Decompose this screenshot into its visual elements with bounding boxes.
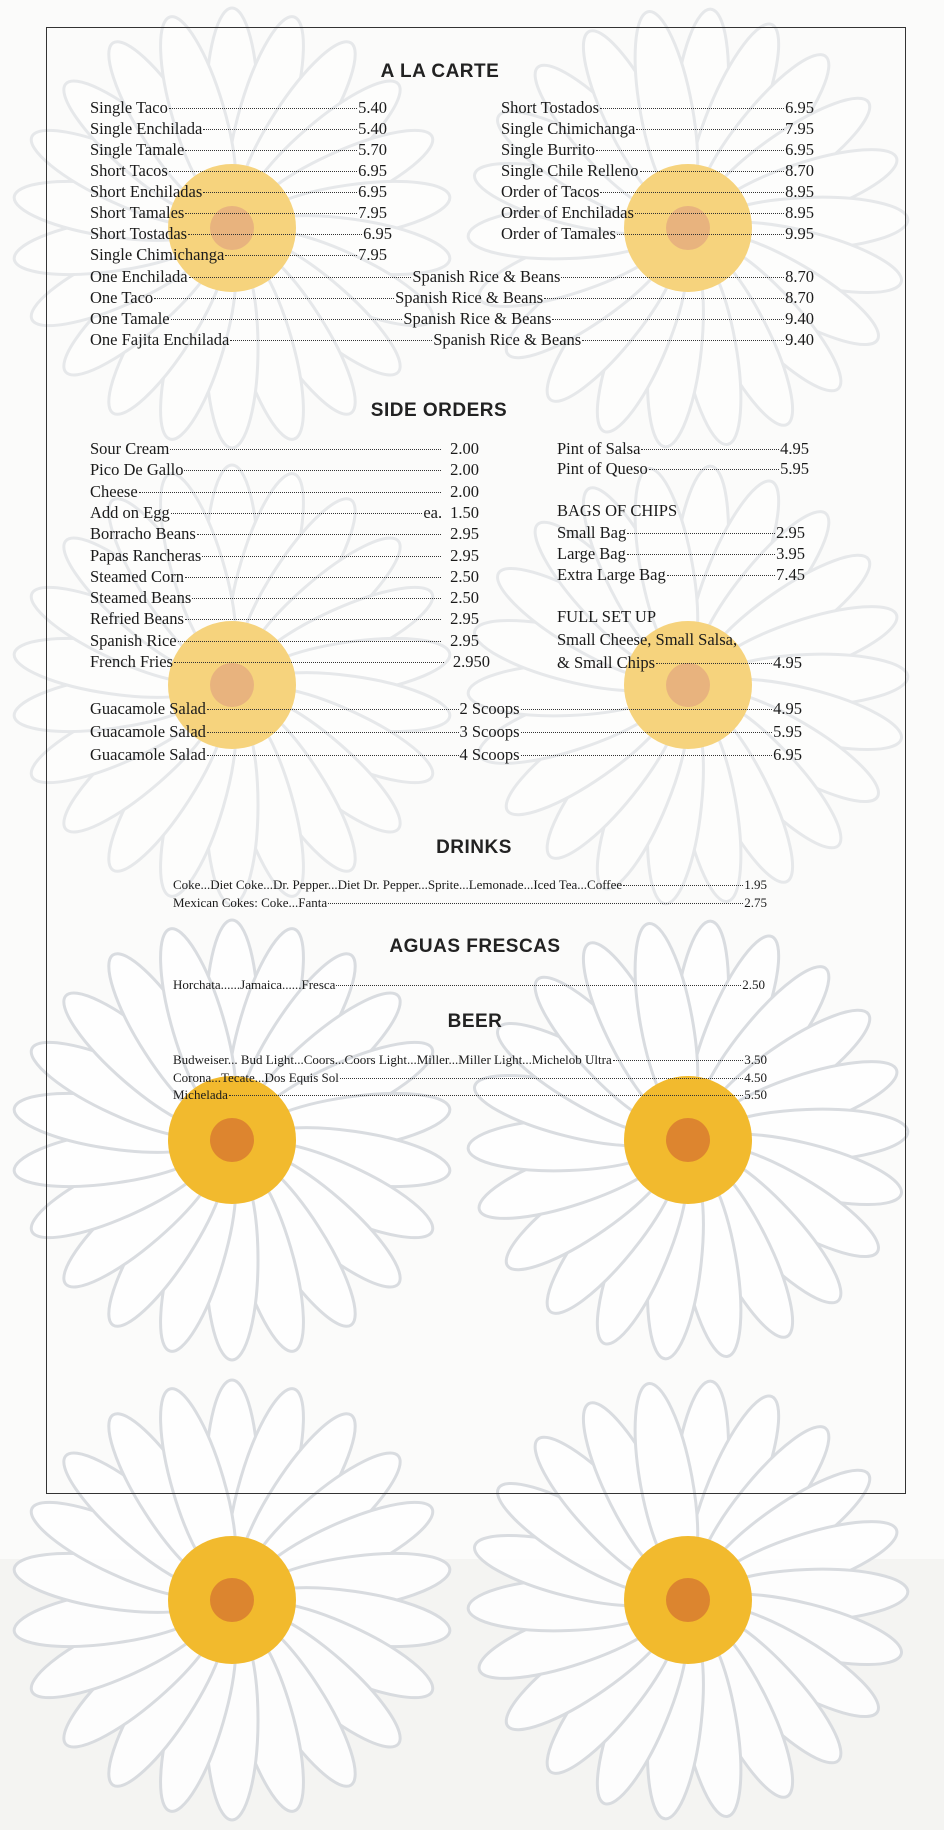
leader-dots <box>188 233 362 235</box>
a-la-carte-heading: A LA CARTE <box>380 61 500 82</box>
beer-line-1: Budweiser... Bud Light...Coors...Coors Light...Miller...Miller Light...Michelob Ultra <box>173 1052 612 1067</box>
full-set-up-heading: FULL SET UP <box>557 607 657 626</box>
leader-dots <box>171 318 403 320</box>
leader-dots <box>596 149 784 151</box>
item-name: Add on Egg <box>90 502 170 522</box>
item-unit: ea. <box>423 502 443 522</box>
item-price: 6.95 <box>358 161 387 180</box>
menu-item <box>90 97 387 118</box>
leader-dots <box>185 576 441 578</box>
chip-bag-item <box>557 522 805 543</box>
item-price: 2.50 <box>450 566 479 586</box>
leader-dots <box>154 297 394 299</box>
menu-item <box>90 223 392 244</box>
item-name: Steamed Beans <box>90 588 192 608</box>
combo-item <box>90 308 814 329</box>
item-price: 5.95 <box>780 459 809 478</box>
item-name: Sour Cream <box>90 439 170 458</box>
drinks-line-2: Mexican Cokes: Coke...Fanta <box>173 895 328 910</box>
guacamole-item <box>90 721 802 742</box>
item-price: 7.95 <box>785 119 814 138</box>
item-name: Short Tostados <box>501 98 600 117</box>
item-name: French Fries <box>90 652 173 671</box>
beer-row-2 <box>173 1069 767 1087</box>
item-name: One Tamale <box>90 309 170 328</box>
leader-dots <box>552 318 784 320</box>
leader-dots <box>627 532 775 534</box>
leader-dots <box>336 984 741 986</box>
item-price: 2.00 <box>450 460 479 480</box>
beer-price-1: 3.50 <box>744 1052 767 1067</box>
item-price: 7.95 <box>358 203 387 222</box>
item-price: 2.00 <box>450 439 479 458</box>
item-name: Order of Tacos <box>501 182 600 201</box>
side-order-item <box>557 458 809 479</box>
leader-dots <box>229 1094 743 1096</box>
aguas-frescas-heading: AGUAS FRESCAS <box>389 936 561 957</box>
leader-dots <box>169 170 357 172</box>
leader-dots <box>174 661 444 663</box>
leader-dots <box>178 640 442 642</box>
leader-dots <box>521 708 773 710</box>
item-name: Guacamole Salad <box>90 722 206 741</box>
beer-heading: BEER <box>447 1011 503 1032</box>
item-name: Single Taco <box>90 98 168 117</box>
leader-dots <box>169 107 357 109</box>
item-name: Short Tacos <box>90 161 168 180</box>
leader-dots <box>613 1059 744 1061</box>
item-price: 5.40 <box>358 119 387 138</box>
side-order-item <box>90 481 479 502</box>
item-detail: Spanish Rice & Beans <box>412 267 561 286</box>
full-set-up-desc: Small Cheese, Small Salsa, <box>557 630 738 649</box>
leader-dots <box>640 170 785 172</box>
leader-dots <box>656 662 772 664</box>
item-price: 5.95 <box>773 722 802 741</box>
item-name: Single Chimichanga <box>90 245 225 264</box>
side-order-item <box>90 523 479 544</box>
item-price: 9.40 <box>785 330 815 349</box>
combo-item <box>90 287 814 308</box>
item-price: 5.70 <box>358 140 387 159</box>
item-name: Extra Large Bag <box>557 565 666 584</box>
item-price: 1.50 <box>450 502 479 522</box>
item-name: Guacamole Salad <box>90 699 206 718</box>
full-set-up-row <box>557 652 802 673</box>
menu-item <box>90 160 387 181</box>
item-name: Pico De Gallo <box>90 460 184 480</box>
chip-bag-item <box>557 564 805 585</box>
leader-dots <box>185 149 357 151</box>
beer-price-3: 5.50 <box>744 1087 767 1102</box>
item-detail: Spanish Rice & Beans <box>395 288 544 307</box>
menu-item <box>501 160 814 181</box>
leader-dots <box>544 297 784 299</box>
item-price: 2.50 <box>450 588 479 608</box>
side-order-item <box>90 545 479 566</box>
side-order-item <box>90 566 479 587</box>
item-price: 8.70 <box>785 267 814 286</box>
item-name: Spanish Rice <box>90 630 177 650</box>
item-name: Short Enchiladas <box>90 182 203 201</box>
item-name: Small Bag <box>557 523 627 542</box>
full-set-up-price: 4.95 <box>773 653 802 672</box>
item-name: Pint of Salsa <box>557 439 641 458</box>
leader-dots <box>667 574 775 576</box>
item-name: Papas Rancheras <box>90 545 202 565</box>
side-order-item <box>90 651 490 672</box>
beer-row-3 <box>173 1086 767 1104</box>
leader-dots <box>197 533 441 535</box>
leader-dots <box>171 512 423 514</box>
leader-dots <box>623 884 743 886</box>
menu-item <box>501 118 814 139</box>
beer-price-2: 4.50 <box>744 1070 767 1085</box>
side-order-item <box>90 459 479 480</box>
guacamole-item <box>90 698 802 719</box>
leader-dots <box>184 469 441 471</box>
leader-dots <box>636 128 784 130</box>
aguas-line: Horchata......Jamaica......Fresca <box>173 977 336 992</box>
item-price: 2.95 <box>450 609 479 629</box>
item-name: Single Chile Relleno <box>501 161 639 180</box>
leader-dots <box>635 212 784 214</box>
combo-item <box>90 266 814 287</box>
leader-dots <box>340 1077 743 1079</box>
item-price: 2.95 <box>776 523 805 542</box>
item-name: Single Tamale <box>90 140 185 159</box>
item-name: Order of Tamales <box>501 224 616 243</box>
leader-dots <box>207 754 459 756</box>
chip-bag-item <box>557 543 805 564</box>
item-price: 2.95 <box>450 545 479 565</box>
side-orders-heading: SIDE ORDERS <box>370 400 508 421</box>
leader-dots <box>202 555 441 557</box>
leader-dots <box>641 448 779 450</box>
leader-dots <box>203 128 357 130</box>
side-order-item <box>90 630 479 651</box>
item-detail: Spanish Rice & Beans <box>403 309 552 328</box>
leader-dots <box>203 191 357 193</box>
leader-dots <box>225 254 357 256</box>
item-name: Refried Beans <box>90 609 184 629</box>
beer-line-3: Michelada <box>173 1087 228 1102</box>
side-order-item <box>90 438 479 459</box>
item-name: One Taco <box>90 288 154 307</box>
item-price: 8.95 <box>785 182 814 201</box>
leader-dots <box>207 708 459 710</box>
beer-row-1 <box>173 1051 767 1069</box>
item-price: 4.95 <box>780 439 809 458</box>
leader-dots <box>139 491 441 493</box>
leader-dots <box>600 191 784 193</box>
item-name: One Fajita Enchilada <box>90 330 230 349</box>
leader-dots <box>582 339 784 341</box>
item-price: 7.95 <box>358 245 387 264</box>
leader-dots <box>627 553 775 555</box>
item-price: 6.95 <box>773 745 802 764</box>
drinks-price-1: 1.95 <box>744 877 767 892</box>
guacamole-item <box>90 744 802 765</box>
item-price: 9.40 <box>785 309 815 328</box>
item-name: Large Bag <box>557 544 626 563</box>
leader-dots <box>192 597 441 599</box>
item-detail: Spanish Rice & Beans <box>433 330 582 349</box>
item-price: 4.95 <box>773 699 802 718</box>
item-detail: 3 Scoops <box>459 722 520 741</box>
bags-of-chips-heading: BAGS OF CHIPS <box>557 501 678 520</box>
menu-item <box>501 97 814 118</box>
item-price: 6.95 <box>358 182 387 201</box>
aguas-price: 2.50 <box>742 977 765 992</box>
item-price: 5.40 <box>358 98 387 117</box>
item-price: 8.95 <box>785 203 814 222</box>
aguas-row <box>173 976 765 994</box>
item-price: 8.70 <box>785 288 815 307</box>
item-name: Steamed Corn <box>90 566 184 586</box>
item-name: Short Tostadas <box>90 224 188 243</box>
drinks-line-1: Coke...Diet Coke...Dr. Pepper...Diet Dr. Pepper...Sprite...Lemonade...Iced Tea...Coffee <box>173 877 623 892</box>
item-price: 6.95 <box>363 224 392 243</box>
item-price: 6.95 <box>785 140 814 159</box>
item-price: 8.70 <box>785 161 814 180</box>
item-name: Single Enchilada <box>90 119 203 138</box>
menu-item <box>90 181 387 202</box>
menu-item <box>90 202 387 223</box>
leader-dots <box>185 212 357 214</box>
item-price: 3.95 <box>776 544 805 563</box>
combo-item <box>90 329 814 350</box>
item-detail: 4 Scoops <box>459 745 520 764</box>
leader-dots <box>207 731 459 733</box>
leader-dots <box>649 468 779 470</box>
item-name: Order of Enchiladas <box>501 203 634 222</box>
menu-item <box>90 244 387 265</box>
drinks-row-2 <box>173 894 767 912</box>
item-name: Borracho Beans <box>90 524 196 544</box>
item-price: 2.950 <box>452 652 490 671</box>
item-price: 2.00 <box>450 481 479 501</box>
item-name: Single Chimichanga <box>501 119 636 138</box>
item-price: 2.95 <box>450 630 479 650</box>
leader-dots <box>189 276 412 278</box>
item-name: One Enchilada <box>90 267 188 286</box>
item-price: 6.95 <box>785 98 814 117</box>
leader-dots <box>521 731 773 733</box>
drinks-price-2: 2.75 <box>744 895 767 910</box>
beer-line-2: Corona...Tecate...Dos Equis Sol <box>173 1070 339 1085</box>
item-detail: 2 Scoops <box>459 699 520 718</box>
leader-dots <box>600 107 784 109</box>
leader-dots <box>185 618 441 620</box>
leader-dots <box>561 276 784 278</box>
menu-item <box>501 202 814 223</box>
drinks-row-1 <box>173 876 767 894</box>
menu-item <box>90 139 387 160</box>
item-price: 9.95 <box>785 224 814 243</box>
menu-item <box>501 139 814 160</box>
leader-dots <box>170 448 441 450</box>
leader-dots <box>521 754 773 756</box>
item-name: Guacamole Salad <box>90 745 206 764</box>
menu-item <box>90 118 387 139</box>
leader-dots <box>617 233 784 235</box>
item-price: 2.95 <box>450 524 479 544</box>
menu-item <box>501 223 814 244</box>
item-price: 7.45 <box>776 565 805 584</box>
side-order-item <box>90 587 479 608</box>
drinks-heading: DRINKS <box>436 837 512 858</box>
side-order-item <box>90 608 479 629</box>
item-name: Cheese <box>90 481 138 501</box>
menu-item <box>501 181 814 202</box>
side-order-item <box>90 502 479 523</box>
side-order-item <box>557 438 809 459</box>
leader-dots <box>328 902 743 904</box>
leader-dots <box>230 339 432 341</box>
item-name: Short Tamales <box>90 203 185 222</box>
full-set-up-chips: & Small Chips <box>557 653 656 672</box>
item-name: Pint of Queso <box>557 459 648 478</box>
item-name: Single Burrito <box>501 140 595 159</box>
